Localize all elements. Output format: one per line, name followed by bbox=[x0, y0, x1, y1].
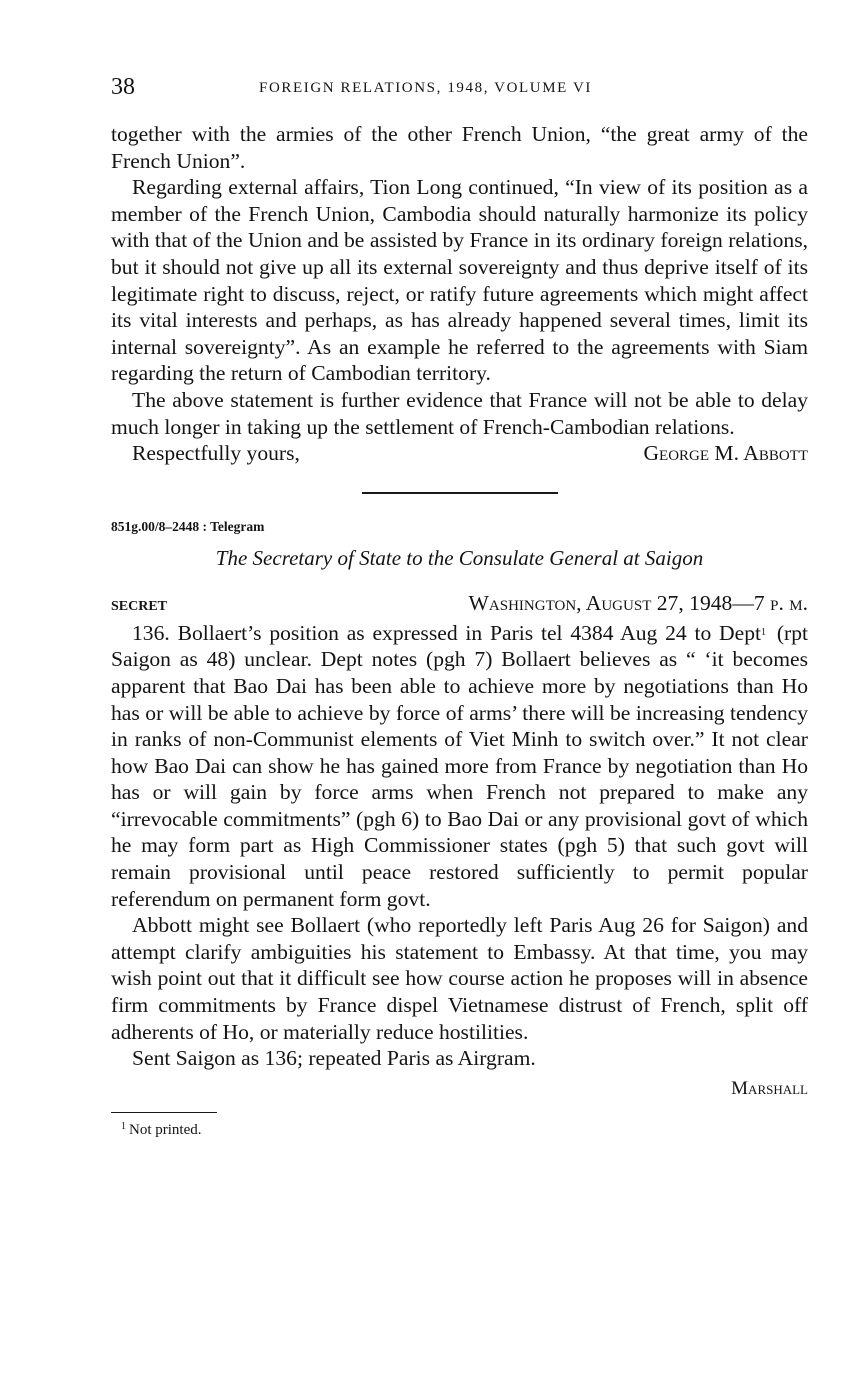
signature: George M. Abbott bbox=[643, 441, 808, 466]
telegram-paragraph bbox=[111, 620, 808, 913]
closing-line bbox=[111, 440, 808, 467]
file-reference: 851g.00/8–2448 : Telegram bbox=[111, 518, 265, 534]
classification-label: SECRET bbox=[111, 598, 168, 614]
running-title: FOREIGN RELATIONS, 1948, VOLUME VI bbox=[259, 80, 593, 96]
page-number: 38 bbox=[111, 74, 135, 100]
telegram-paragraph: Abbott might see Bollaert (who reportedly left Paris Aug 26 for Saigon) and attempt clarify ambiguities his statement to Embassy. At that time, you may wish point out that it difficult see how course action he proposes will in absence firm commitments by France dispel Vietnamese distrust of French, split off adherents of Ho, or materially reduce hostilities. bbox=[111, 913, 808, 1044]
section-divider bbox=[362, 492, 558, 494]
dateline: Washington, August 27, 1948—7 p. m. bbox=[468, 590, 808, 615]
footnote-reference: 1 bbox=[761, 626, 767, 638]
telegram-paragraph: Sent Saigon as 136; repeated Paris as Airgram. bbox=[132, 1046, 536, 1071]
body-paragraph: Regarding external affairs, Tion Long continued, “In view of its position as a member of the French Union, Cambodia should naturally harmonize its policy with that of the Union and be assisted by France in its ordinary foreign relations, but it should not give up all its external sovereignty and thus deprive itself of its legitimate right to discuss, reject, or ratify future agreements which might affect its vital interests and perhaps, as has already happened several times, limit its internal sovereignty”. As an example he referred to the agreements with Siam regarding the return of Cambodian territory. bbox=[111, 175, 808, 386]
footnote-divider bbox=[111, 1112, 217, 1114]
page-body bbox=[111, 121, 808, 1139]
signature: Marshall bbox=[731, 1077, 808, 1099]
complimentary-close: Respectfully yours, bbox=[132, 441, 300, 466]
footnote-mark: 1 bbox=[121, 1121, 126, 1133]
footnote bbox=[111, 1121, 808, 1139]
page-header bbox=[111, 74, 807, 104]
body-paragraph: The above statement is further evidence that France will not be able to delay much longer in taking up the settlement of French-Cambodian relations. bbox=[111, 387, 808, 439]
document-title: The Secretary of State to the Consulate General at Saigon bbox=[215, 545, 704, 570]
telegram-text: (rpt Saigon as 48) unclear. Dept notes (pgh 7) Bollaert believes as “ ‘it becomes apparent that Bao Dai has been able to achieve more by negotiations than Ho has or will be able to achieve by force of arms’ there will be increasing tendency in ranks of non-Communist elements of Viet Minh to switch over.” It not clear how Bao Dai can show he has gained more from France by negotiation than Ho has or will gain by force arms when French not prepared to make any “irrevocable commitments” (pgh 6) to Bao Dai or any provisional govt of which he may form part as High Commissioner states (pgh 5) that such govt will remain provisional until peace restored sufficiently to permit popular referendum on permanent form govt. bbox=[111, 620, 808, 911]
continuation-paragraph: together with the armies of the other French Union, “the great army of the French Union”. bbox=[111, 122, 808, 173]
telegram-text: 136. Bollaert’s position as expressed in Paris tel 4384 Aug 24 to Dept bbox=[132, 620, 762, 645]
dateline-row bbox=[111, 590, 808, 620]
footnote-text: Not printed. bbox=[129, 1122, 202, 1139]
